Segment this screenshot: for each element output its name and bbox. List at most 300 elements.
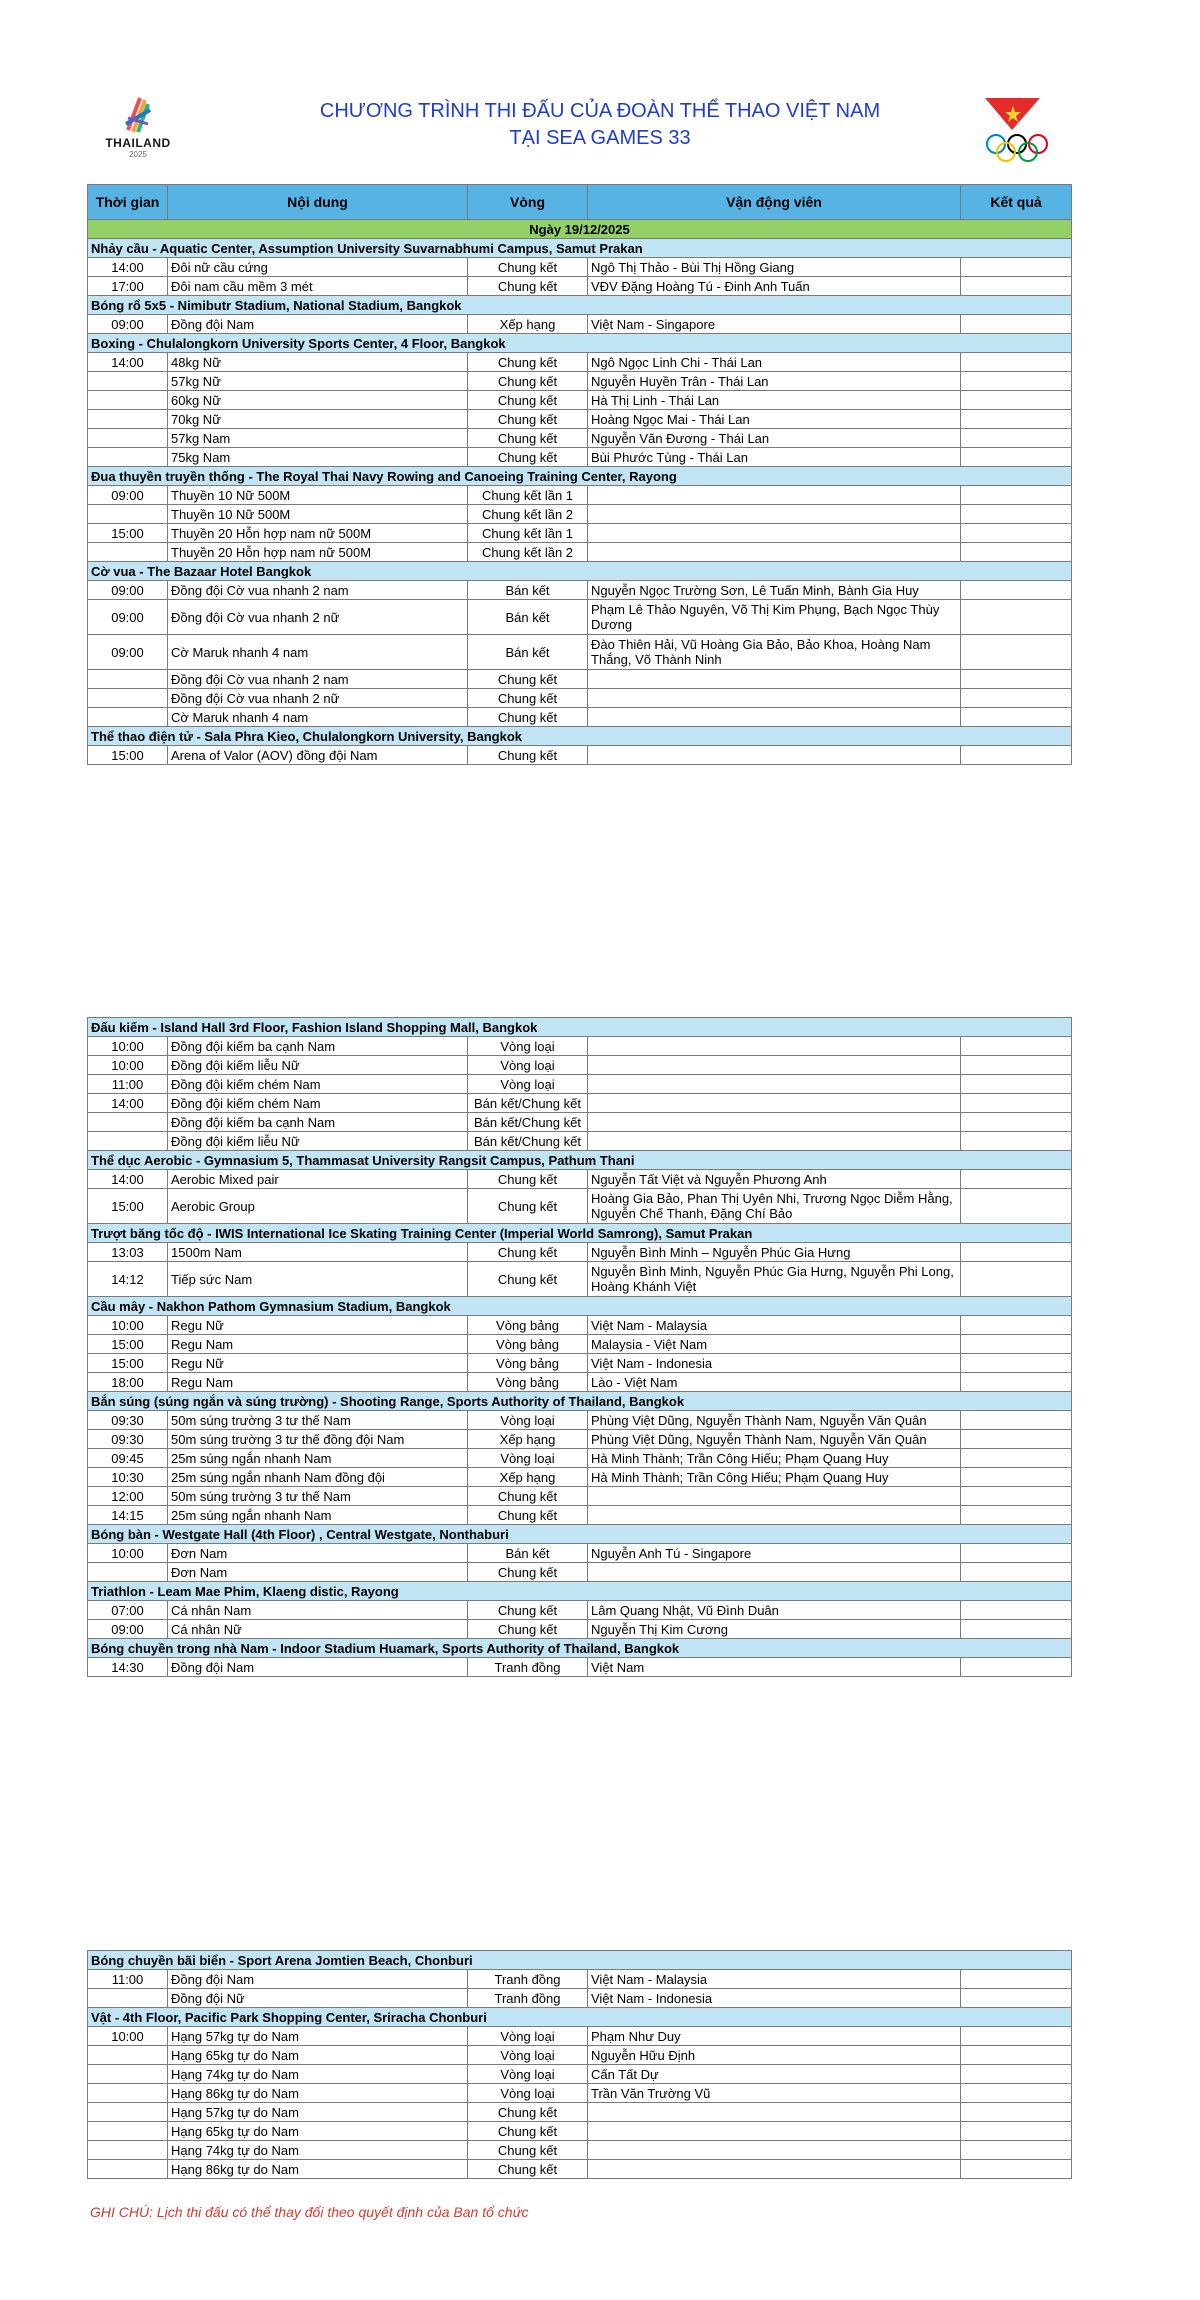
time-cell: 10:00 [88, 1544, 168, 1563]
athletes-cell: Nguyễn Ngọc Trường Sơn, Lê Tuấn Minh, Bành Gia Huy [588, 581, 961, 600]
schedule-table-part-2 [87, 1017, 1072, 1677]
round-cell: Vòng loại [468, 1056, 588, 1075]
result-cell [961, 2027, 1072, 2046]
result-cell [961, 1970, 1072, 1989]
athletes-cell [588, 524, 961, 543]
athletes-cell: Nguyễn Bình Minh, Nguyễn Phúc Gia Hưng, Nguyễn Phi Long, Hoàng Khánh Việt [588, 1262, 961, 1297]
sport-venue-label: Cờ vua - The Bazaar Hotel Bangkok [88, 562, 1072, 581]
time-cell [88, 1113, 168, 1132]
day-row [88, 220, 1072, 239]
round-cell: Chung kết [468, 1170, 588, 1189]
sport-venue-row [88, 334, 1072, 353]
result-cell [961, 1449, 1072, 1468]
schedule-table-part-1 [87, 184, 1072, 765]
event-cell: Đơn Nam [168, 1563, 468, 1582]
time-cell: 17:00 [88, 277, 168, 296]
round-cell: Chung kết [468, 746, 588, 765]
time-cell: 15:00 [88, 524, 168, 543]
result-cell [961, 1189, 1072, 1224]
schedule-row [88, 1037, 1072, 1056]
result-cell [961, 524, 1072, 543]
time-cell: 10:30 [88, 1468, 168, 1487]
round-cell: Tranh đồng [468, 1658, 588, 1677]
round-cell: Vòng loại [468, 2027, 588, 2046]
result-cell [961, 1113, 1072, 1132]
result-cell [961, 505, 1072, 524]
round-cell: Vòng loại [468, 1075, 588, 1094]
round-cell: Vòng bảng [468, 1316, 588, 1335]
col-header-event: Nội dung [168, 185, 468, 220]
result-cell [961, 2141, 1072, 2160]
sport-venue-label: Đấu kiếm - Island Hall 3rd Floor, Fashion Island Shopping Mall, Bangkok [88, 1018, 1072, 1037]
event-cell: Arena of Valor (AOV) đồng đội Nam [168, 746, 468, 765]
col-header-athletes: Vận động viên [588, 185, 961, 220]
time-cell: 09:00 [88, 600, 168, 635]
time-cell [88, 2141, 168, 2160]
schedule-row [88, 2122, 1072, 2141]
result-cell [961, 1132, 1072, 1151]
result-cell [961, 1487, 1072, 1506]
round-cell: Bán kết [468, 600, 588, 635]
athletes-cell: VĐV Đặng Hoàng Tú - Đinh Anh Tuấn [588, 277, 961, 296]
col-header-result: Kết quả [961, 185, 1072, 220]
event-cell: Đồng đội Nam [168, 1970, 468, 1989]
schedule-row [88, 505, 1072, 524]
schedule-row [88, 1411, 1072, 1430]
sport-venue-row [88, 1151, 1072, 1170]
schedule-row [88, 543, 1072, 562]
schedule-row [88, 708, 1072, 727]
round-cell: Chung kết [468, 1506, 588, 1525]
result-cell [961, 277, 1072, 296]
event-cell: Hạng 86kg tự do Nam [168, 2084, 468, 2103]
event-cell: 25m súng ngắn nhanh Nam [168, 1506, 468, 1525]
event-cell: Hạng 74kg tự do Nam [168, 2141, 468, 2160]
schedule-row [88, 689, 1072, 708]
round-cell: Vòng loại [468, 1037, 588, 1056]
sport-venue-row [88, 1639, 1072, 1658]
time-cell: 09:45 [88, 1449, 168, 1468]
time-cell: 10:00 [88, 1037, 168, 1056]
result-cell [961, 746, 1072, 765]
athletes-cell: Nguyễn Anh Tú - Singapore [588, 1544, 961, 1563]
event-cell: Đơn Nam [168, 1544, 468, 1563]
event-cell: Hạng 86kg tự do Nam [168, 2160, 468, 2179]
athletes-cell: Trần Văn Trường Vũ [588, 2084, 961, 2103]
round-cell: Vòng loại [468, 1449, 588, 1468]
schedule-row [88, 391, 1072, 410]
round-cell: Chung kết [468, 448, 588, 467]
time-cell: 14:00 [88, 1094, 168, 1113]
athletes-cell: Hoàng Gia Bảo, Phan Thị Uyên Nhi, Trương Ngọc Diễm Hằng, Nguyễn Chế Thanh, Đặng Chí Bảo [588, 1189, 961, 1224]
athletes-cell: Lâm Quang Nhật, Vũ Đình Duân [588, 1601, 961, 1620]
time-cell: 13:03 [88, 1243, 168, 1262]
round-cell: Chung kết [468, 410, 588, 429]
result-cell [961, 1056, 1072, 1075]
event-cell: 50m súng trường 3 tư thế Nam [168, 1487, 468, 1506]
schedule-row [88, 600, 1072, 635]
round-cell: Vòng loại [468, 2084, 588, 2103]
event-cell: Đôi nữ cầu cứng [168, 258, 468, 277]
result-cell [961, 670, 1072, 689]
athletes-cell: Lào - Việt Nam [588, 1373, 961, 1392]
sport-venue-label: Bóng chuyền bãi biển - Sport Arena Jomtien Beach, Chonburi [88, 1951, 1072, 1970]
schedule-row [88, 2103, 1072, 2122]
athletes-cell: Việt Nam - Indonesia [588, 1354, 961, 1373]
schedule-row [88, 1468, 1072, 1487]
event-cell: Đồng đội Cờ vua nhanh 2 nam [168, 581, 468, 600]
event-cell: 1500m Nam [168, 1243, 468, 1262]
event-cell: Đồng đội kiếm liễu Nữ [168, 1056, 468, 1075]
time-cell [88, 505, 168, 524]
event-cell: Hạng 74kg tự do Nam [168, 2065, 468, 2084]
time-cell: 15:00 [88, 746, 168, 765]
schedule-row [88, 1658, 1072, 1677]
event-cell: Đồng đội kiếm chém Nam [168, 1094, 468, 1113]
schedule-note: GHI CHÚ: Lịch thi đấu có thể thay đổi theo quyết định của Ban tổ chức [90, 2204, 529, 2220]
round-cell: Xếp hạng [468, 315, 588, 334]
time-cell: 10:00 [88, 1316, 168, 1335]
athletes-cell: Việt Nam - Malaysia [588, 1316, 961, 1335]
athletes-cell: Ngô Ngọc Linh Chi - Thái Lan [588, 353, 961, 372]
page-title [200, 98, 1000, 152]
time-cell [88, 708, 168, 727]
round-cell: Chung kết lần 1 [468, 524, 588, 543]
event-cell: Cờ Maruk nhanh 4 nam [168, 708, 468, 727]
schedule-row [88, 1316, 1072, 1335]
schedule-row [88, 1056, 1072, 1075]
event-cell: Đồng đội Nam [168, 1658, 468, 1677]
time-cell [88, 2065, 168, 2084]
athletes-cell: Phạm Như Duy [588, 2027, 961, 2046]
event-cell: Đôi nam cầu mềm 3 mét [168, 277, 468, 296]
result-cell [961, 1094, 1072, 1113]
athletes-cell: Việt Nam [588, 1658, 961, 1677]
sport-venue-label: Đua thuyền truyền thống - The Royal Thai Navy Rowing and Canoeing Training Center, Rayong [88, 467, 1072, 486]
athletes-cell [588, 746, 961, 765]
result-cell [961, 2122, 1072, 2141]
schedule-row [88, 1354, 1072, 1373]
schedule-row [88, 1335, 1072, 1354]
athletes-cell: Nguyễn Tất Việt và Nguyễn Phương Anh [588, 1170, 961, 1189]
time-cell [88, 410, 168, 429]
event-cell: Tiếp sức Nam [168, 1262, 468, 1297]
sport-venue-row [88, 1018, 1072, 1037]
logo-year: 2025 [129, 150, 147, 159]
result-cell [961, 1411, 1072, 1430]
col-header-round: Vòng [468, 185, 588, 220]
time-cell: 11:00 [88, 1075, 168, 1094]
sport-venue-row [88, 1951, 1072, 1970]
result-cell [961, 1601, 1072, 1620]
event-cell: Đồng đội kiếm liễu Nữ [168, 1132, 468, 1151]
round-cell: Chung kết [468, 689, 588, 708]
sport-venue-row [88, 467, 1072, 486]
sport-venue-label: Boxing - Chulalongkorn University Sports Center, 4 Floor, Bangkok [88, 334, 1072, 353]
athletes-cell: Cấn Tất Dự [588, 2065, 961, 2084]
event-cell: Đồng đội kiếm ba cạnh Nam [168, 1037, 468, 1056]
athletes-cell [588, 1132, 961, 1151]
time-cell: 18:00 [88, 1373, 168, 1392]
round-cell: Chung kết [468, 372, 588, 391]
result-cell [961, 1170, 1072, 1189]
round-cell: Chung kết [468, 2122, 588, 2141]
round-cell: Chung kết [468, 1620, 588, 1639]
sport-venue-label: Bóng chuyền trong nhà Nam - Indoor Stadium Huamark, Sports Authority of Thailand, Bangkok [88, 1639, 1072, 1658]
schedule-row [88, 1544, 1072, 1563]
schedule-row [88, 1601, 1072, 1620]
event-cell: Thuyền 10 Nữ 500M [168, 505, 468, 524]
event-cell: 50m súng trường 3 tư thế Nam [168, 1411, 468, 1430]
time-cell: 09:00 [88, 315, 168, 334]
result-cell [961, 1075, 1072, 1094]
sport-venue-label: Thể thao điện tử - Sala Phra Kieo, Chulalongkorn University, Bangkok [88, 727, 1072, 746]
schedule-row [88, 1989, 1072, 2008]
event-cell: Regu Nam [168, 1373, 468, 1392]
round-cell: Vòng bảng [468, 1373, 588, 1392]
event-cell: Regu Nữ [168, 1354, 468, 1373]
result-cell [961, 1316, 1072, 1335]
time-cell: 14:00 [88, 258, 168, 277]
time-cell: 10:00 [88, 1056, 168, 1075]
athletes-cell: Nguyễn Văn Đương - Thái Lan [588, 429, 961, 448]
sea-games-emblem-icon [98, 90, 178, 138]
sport-venue-label: Bắn súng (súng ngắn và súng trường) - Shooting Range, Sports Authority of Thailand, Bangkok [88, 1392, 1072, 1411]
round-cell: Bán kết/Chung kết [468, 1132, 588, 1151]
result-cell [961, 1243, 1072, 1262]
sport-venue-row [88, 1224, 1072, 1243]
event-cell: Thuyền 10 Nữ 500M [168, 486, 468, 505]
schedule-row [88, 635, 1072, 670]
time-cell: 09:00 [88, 581, 168, 600]
table-header-row [88, 185, 1072, 220]
time-cell [88, 1989, 168, 2008]
title-line-2: TẠI SEA GAMES 33 [509, 127, 691, 149]
time-cell [88, 2160, 168, 2179]
result-cell [961, 258, 1072, 277]
time-cell: 09:00 [88, 635, 168, 670]
schedule-row [88, 1113, 1072, 1132]
result-cell [961, 2046, 1072, 2065]
result-cell [961, 315, 1072, 334]
time-cell: 14:12 [88, 1262, 168, 1297]
athletes-cell: Malaysia - Việt Nam [588, 1335, 961, 1354]
athletes-cell [588, 1056, 961, 1075]
round-cell: Tranh đồng [468, 1970, 588, 1989]
col-header-time: Thời gian [88, 185, 168, 220]
result-cell [961, 581, 1072, 600]
schedule-row [88, 1563, 1072, 1582]
round-cell: Chung kết [468, 1262, 588, 1297]
time-cell: 12:00 [88, 1487, 168, 1506]
result-cell [961, 1989, 1072, 2008]
round-cell: Chung kết lần 2 [468, 543, 588, 562]
round-cell: Chung kết [468, 1243, 588, 1262]
schedule-row [88, 258, 1072, 277]
round-cell: Chung kết [468, 2141, 588, 2160]
result-cell [961, 1563, 1072, 1582]
time-cell: 09:30 [88, 1430, 168, 1449]
time-cell [88, 429, 168, 448]
time-cell [88, 2084, 168, 2103]
result-cell [961, 353, 1072, 372]
sport-venue-label: Bóng rổ 5x5 - Nimibutr Stadium, National Stadium, Bangkok [88, 296, 1072, 315]
result-cell [961, 1544, 1072, 1563]
result-cell [961, 2065, 1072, 2084]
time-cell: 09:00 [88, 486, 168, 505]
athletes-cell [588, 486, 961, 505]
athletes-cell [588, 2122, 961, 2141]
athletes-cell: Việt Nam - Indonesia [588, 1989, 961, 2008]
schedule-row [88, 1262, 1072, 1297]
round-cell: Chung kết [468, 1189, 588, 1224]
time-cell [88, 1132, 168, 1151]
schedule-row [88, 1506, 1072, 1525]
result-cell [961, 486, 1072, 505]
event-cell: 70kg Nữ [168, 410, 468, 429]
time-cell: 09:30 [88, 1411, 168, 1430]
round-cell: Xếp hạng [468, 1468, 588, 1487]
schedule-row [88, 429, 1072, 448]
schedule-table-part-3 [87, 1950, 1072, 2179]
time-cell: 14:15 [88, 1506, 168, 1525]
result-cell [961, 429, 1072, 448]
athletes-cell [588, 1487, 961, 1506]
sport-venue-label: Trượt băng tốc độ - IWIS International Ice Skating Training Center (Imperial World Samrong), Samut Prakan [88, 1224, 1072, 1243]
event-cell: Đồng đội Nữ [168, 1989, 468, 2008]
event-cell: Thuyền 20 Hỗn hợp nam nữ 500M [168, 524, 468, 543]
athletes-cell [588, 2141, 961, 2160]
round-cell: Chung kết [468, 1601, 588, 1620]
sport-venue-row [88, 1582, 1072, 1601]
round-cell: Bán kết/Chung kết [468, 1094, 588, 1113]
time-cell [88, 1563, 168, 1582]
result-cell [961, 1658, 1072, 1677]
event-cell: Aerobic Mixed pair [168, 1170, 468, 1189]
result-cell [961, 689, 1072, 708]
event-cell: Cá nhân Nữ [168, 1620, 468, 1639]
round-cell: Bán kết/Chung kết [468, 1113, 588, 1132]
event-cell: 50m súng trường 3 tư thế đồng đội Nam [168, 1430, 468, 1449]
round-cell: Chung kết [468, 429, 588, 448]
athletes-cell: Phùng Việt Dũng, Nguyễn Thành Nam, Nguyễn Văn Quân [588, 1430, 961, 1449]
schedule-row [88, 1970, 1072, 1989]
sport-venue-row [88, 1392, 1072, 1411]
result-cell [961, 1506, 1072, 1525]
sport-venue-label: Nhảy cầu - Aquatic Center, Assumption University Suvarnabhumi Campus, Samut Prakan [88, 239, 1072, 258]
schedule-row [88, 2084, 1072, 2103]
page-header [0, 0, 1200, 180]
time-cell [88, 670, 168, 689]
round-cell: Vòng bảng [468, 1354, 588, 1373]
round-cell: Chung kết [468, 277, 588, 296]
round-cell: Xếp hạng [468, 1430, 588, 1449]
athletes-cell [588, 1075, 961, 1094]
round-cell: Bán kết [468, 635, 588, 670]
time-cell: 14:00 [88, 1170, 168, 1189]
result-cell [961, 635, 1072, 670]
round-cell: Chung kết [468, 2160, 588, 2179]
athletes-cell [588, 1037, 961, 1056]
schedule-row [88, 1132, 1072, 1151]
round-cell: Chung kết [468, 353, 588, 372]
athletes-cell: Ngô Thị Thảo - Bùi Thị Hồng Giang [588, 258, 961, 277]
round-cell: Vòng loại [468, 2046, 588, 2065]
round-cell: Chung kết lần 2 [468, 505, 588, 524]
event-cell: Hạng 57kg tự do Nam [168, 2103, 468, 2122]
result-cell [961, 1037, 1072, 1056]
athletes-cell: Việt Nam - Singapore [588, 315, 961, 334]
athletes-cell [588, 670, 961, 689]
time-cell [88, 391, 168, 410]
result-cell [961, 448, 1072, 467]
round-cell: Chung kết [468, 708, 588, 727]
schedule-row [88, 2160, 1072, 2179]
result-cell [961, 2103, 1072, 2122]
sport-venue-row [88, 239, 1072, 258]
athletes-cell [588, 689, 961, 708]
event-cell: Hạng 65kg tự do Nam [168, 2046, 468, 2065]
schedule-row [88, 1487, 1072, 1506]
result-cell [961, 372, 1072, 391]
result-cell [961, 1373, 1072, 1392]
result-cell [961, 410, 1072, 429]
time-cell: 07:00 [88, 1601, 168, 1620]
schedule-row [88, 2065, 1072, 2084]
schedule-row [88, 410, 1072, 429]
round-cell: Chung kết [468, 1487, 588, 1506]
athletes-cell: Nguyễn Thị Kim Cương [588, 1620, 961, 1639]
sport-venue-label: Cầu mây - Nakhon Pathom Gymnasium Stadium, Bangkok [88, 1297, 1072, 1316]
result-cell [961, 1468, 1072, 1487]
athletes-cell: Hoàng Ngọc Mai - Thái Lan [588, 410, 961, 429]
round-cell: Chung kết [468, 2103, 588, 2122]
event-cell: 57kg Nữ [168, 372, 468, 391]
schedule-row [88, 1373, 1072, 1392]
time-cell [88, 2103, 168, 2122]
time-cell [88, 372, 168, 391]
day-label: Ngày 19/12/2025 [88, 220, 1072, 239]
time-cell: 14:30 [88, 1658, 168, 1677]
time-cell: 14:00 [88, 353, 168, 372]
schedule-row [88, 1620, 1072, 1639]
athletes-cell: Phùng Việt Dũng, Nguyễn Thành Nam, Nguyễn Văn Quân [588, 1411, 961, 1430]
event-cell: Đồng đội Cờ vua nhanh 2 nam [168, 670, 468, 689]
athletes-cell [588, 2160, 961, 2179]
athletes-cell [588, 1113, 961, 1132]
schedule-row [88, 1075, 1072, 1094]
athletes-cell [588, 1563, 961, 1582]
vietnam-olympic-icon [980, 96, 1060, 166]
schedule-row [88, 2046, 1072, 2065]
event-cell: Regu Nam [168, 1335, 468, 1354]
time-cell [88, 2046, 168, 2065]
time-cell: 10:00 [88, 2027, 168, 2046]
time-cell: 15:00 [88, 1335, 168, 1354]
title-line-1: CHƯƠNG TRÌNH THI ĐẤU CỦA ĐOÀN THỂ THAO VIỆT NAM [319, 100, 881, 122]
event-cell: 57kg Nam [168, 429, 468, 448]
time-cell: 11:00 [88, 1970, 168, 1989]
sport-venue-label: Thể dục Aerobic - Gymnasium 5, Thammasat University Rangsit Campus, Pathum Thani [88, 1151, 1072, 1170]
sport-venue-label: Vật - 4th Floor, Pacific Park Shopping Center, Sriracha Chonburi [88, 2008, 1072, 2027]
round-cell: Tranh đồng [468, 1989, 588, 2008]
result-cell [961, 2160, 1072, 2179]
schedule-row [88, 448, 1072, 467]
time-cell [88, 2122, 168, 2141]
sport-venue-label: Triathlon - Leam Mae Phim, Klaeng distic, Rayong [88, 1582, 1072, 1601]
schedule-row [88, 1430, 1072, 1449]
sport-venue-row [88, 562, 1072, 581]
